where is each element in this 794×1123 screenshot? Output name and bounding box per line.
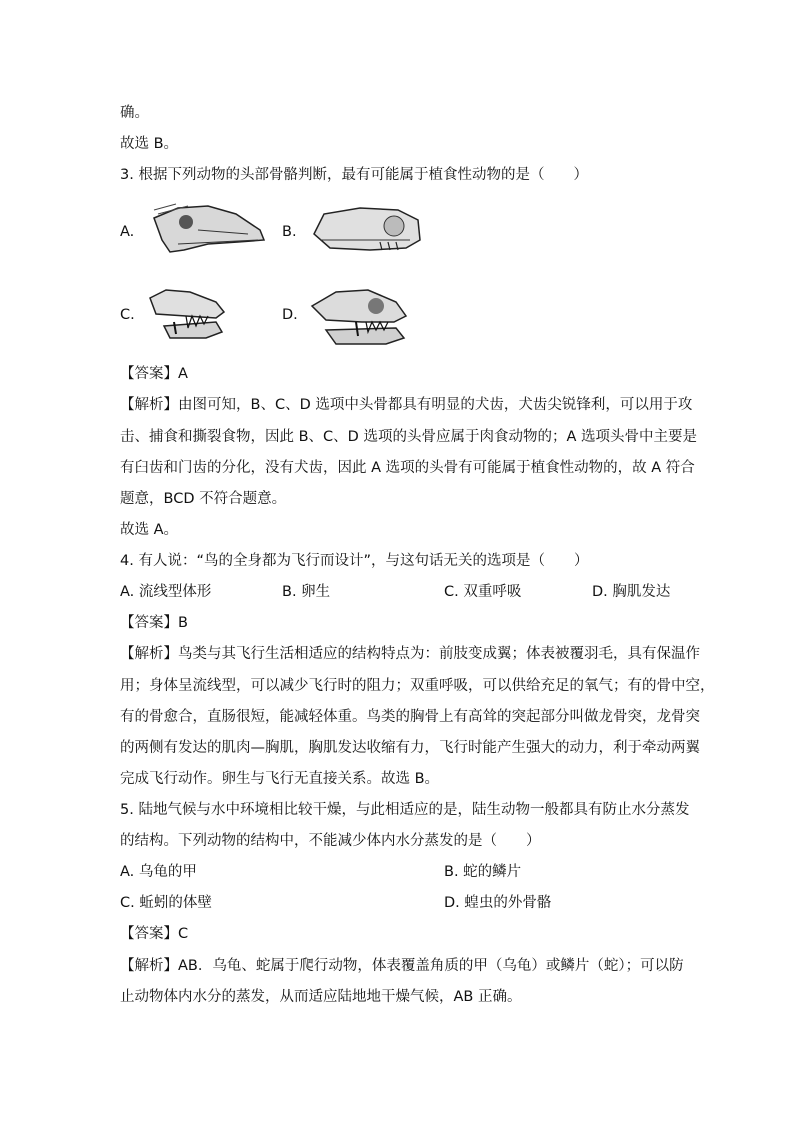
explanation-line: 题意，BCD 不符合题意。: [120, 491, 287, 507]
option-b: B. 蛇的鳞片: [444, 864, 522, 880]
option-a-label: A.: [120, 224, 135, 240]
option-b-label: B.: [282, 224, 297, 240]
carnivore-skull-image-2: [306, 286, 412, 348]
explanation-line: 的两侧有发达的肌肉—胸肌，胸肌发达收缩有力，飞行时能产生强大的动力，利于牵动两翼: [120, 740, 700, 756]
option-c: C. 蚯蚓的体壁: [120, 895, 212, 911]
question-5: 5. 陆地气候与水中环境相比较干燥，与此相适应的是，陆生动物一般都具有防止水分蒸发: [120, 802, 690, 818]
explanation-line: 击、捕食和撕裂食物，因此 B、C、D 选项的头骨应属于肉食动物的；A 选项头骨中主要是: [120, 429, 697, 445]
question-4: 4. 有人说：“鸟的全身都为飞行而设计”，与这句话无关的选项是（ ）: [120, 553, 589, 569]
explanation-line: 【解析】由图可知，B、C、D 选项中头骨都具有明显的犬齿，犬齿尖锐锋利，可以用于攻: [120, 397, 693, 413]
explanation-line: 有臼齿和门齿的分化，没有犬齿，因此 A 选项的头骨有可能属于植食性动物的，故 A 符合: [120, 460, 695, 476]
option-c: C. 双重呼吸: [444, 584, 522, 600]
explanation-line: 完成飞行动作。卵生与飞行无直接关系。故选 B。: [120, 771, 440, 787]
question-3: 3. 根据下列动物的头部骨骼判断，最有可能属于植食性动物的是（ ）: [120, 167, 588, 183]
option-d-label: D.: [282, 307, 298, 323]
option-a: A. 乌龟的甲: [120, 864, 197, 880]
rodent-skull-image: [310, 204, 422, 252]
answer: 【答案】C: [120, 926, 189, 942]
answer: 【答案】B: [120, 615, 188, 631]
explanation-line: 【解析】鸟类与其飞行生活相适应的结构特点为：前肢变成翼；体表被覆羽毛，具有保温作: [120, 646, 700, 662]
option-a: A. 流线型体形: [120, 584, 212, 600]
herbivore-skull-image: [148, 200, 266, 258]
carnivore-skull-image: [146, 286, 228, 344]
option-d: D. 蝗虫的外骨骼: [444, 895, 552, 911]
question-5: 的结构。下列动物的结构中，不能减少体内水分蒸发的是（ ）: [120, 833, 541, 849]
explanation-line: 止动物体内水分的蒸发，从而适应陆地地干燥气候，AB 正确。: [120, 989, 522, 1005]
text-line: 故选 B。: [120, 136, 179, 152]
text-line: 确。: [120, 105, 149, 121]
text-line: 故选 A。: [120, 522, 179, 538]
answer: 【答案】A: [120, 366, 188, 382]
explanation-line: 用；身体呈流线型，可以减少飞行时的阻力；双重呼吸，可以供给充足的氧气；有的骨中空，: [120, 678, 715, 694]
explanation-line: 【解析】AB．乌龟、蛇属于爬行动物，体表覆盖角质的甲（乌龟）或鳞片（蛇）；可以防: [120, 958, 684, 974]
option-b: B. 卵生: [282, 584, 331, 600]
option-c-label: C.: [120, 307, 135, 323]
explanation-line: 有的骨愈合，直肠很短，能减轻体重。鸟类的胸骨上有高耸的突起部分叫做龙骨突，龙骨突: [120, 709, 700, 725]
option-d: D. 胸肌发达: [592, 584, 671, 600]
